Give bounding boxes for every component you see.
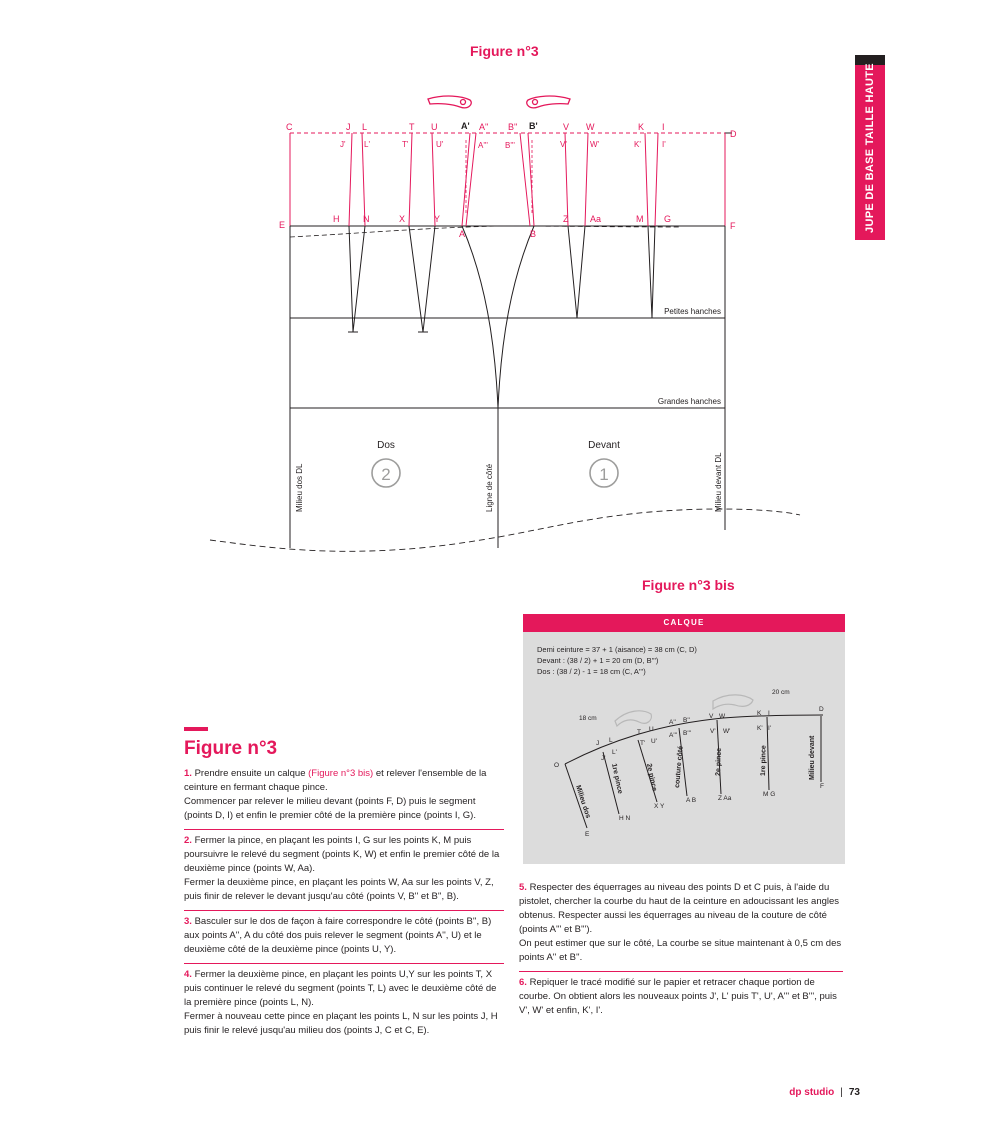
side-tab-text: JUPE DE BASE TAILLE HAUTE bbox=[864, 62, 876, 233]
label-W-prime: W' bbox=[590, 140, 600, 149]
calque-label-HN: H N bbox=[619, 815, 631, 822]
calque-label-K: K bbox=[757, 710, 762, 717]
label-B: B bbox=[530, 229, 537, 239]
calque-label-MG: M G bbox=[763, 791, 776, 798]
calque-vlabel-milieu-dos: Milieu dos bbox=[574, 784, 592, 820]
label-J-prime: J' bbox=[340, 140, 346, 149]
calque-label-W-prime: W' bbox=[723, 728, 731, 735]
text-heading: Figure n°3 bbox=[184, 738, 278, 759]
figure3bis-title: Figure n°3 bis bbox=[642, 577, 735, 593]
calque-vlabel-pince2-devant: 2e pince bbox=[715, 747, 723, 777]
label-A-third: A''' bbox=[478, 141, 488, 150]
calque-vlabel-pince1-dos: 1re pince bbox=[610, 762, 624, 795]
label-I-prime: I' bbox=[662, 140, 666, 149]
label-I: I bbox=[662, 122, 665, 132]
figure3-title: Figure n°3 bbox=[470, 43, 539, 59]
dos-number: 2 bbox=[381, 465, 391, 484]
label-B-third: B''' bbox=[505, 141, 515, 150]
label-K: K bbox=[638, 122, 645, 132]
step-3-number: 3. bbox=[184, 916, 192, 927]
calque-label-K-prime: K' bbox=[757, 725, 763, 732]
label-K-prime: K' bbox=[634, 140, 641, 149]
label-U-prime: U' bbox=[436, 140, 444, 149]
calque-label-B-second: B'' bbox=[683, 717, 690, 724]
label-V-prime: V' bbox=[560, 140, 567, 149]
belt-darts bbox=[349, 133, 658, 226]
skirt-darts bbox=[348, 226, 655, 408]
label-A-prime: A' bbox=[461, 121, 470, 131]
heading-accent-bar bbox=[184, 727, 208, 731]
waist-curve-dashed bbox=[290, 226, 680, 237]
calque-label-J-prime: J' bbox=[601, 755, 606, 762]
label-U: U bbox=[431, 122, 438, 132]
page-number: 73 bbox=[848, 1087, 860, 1098]
calque-label-D: D bbox=[819, 706, 824, 713]
label-J: J bbox=[346, 122, 351, 132]
calque-label-L: L bbox=[609, 737, 613, 744]
step-4-text-b: Fermer à nouveau cette pince en plaçant les points L, N sur les points J, H puis finir le relevé jusqu'au milieu dos (points J, C et C, E). bbox=[184, 1011, 498, 1036]
calque-vlabel-couture-cote: couture côté bbox=[674, 745, 685, 789]
step-1-text-a: Prendre ensuite un calque bbox=[194, 768, 306, 779]
calque-vlabel-pince1-devant: 1re pince bbox=[760, 745, 768, 777]
step-1 bbox=[184, 767, 504, 823]
text-column-right bbox=[519, 881, 843, 1024]
calque-panel bbox=[523, 614, 845, 864]
calque-label-T-prime: T' bbox=[640, 740, 646, 747]
calque-formula-3: Dos : (38 / 2) - 1 = 18 cm (C, A''') bbox=[537, 667, 646, 676]
calque-label-U: U bbox=[649, 726, 654, 733]
calque-label-A-third: A''' bbox=[669, 732, 678, 739]
step-6 bbox=[519, 971, 843, 1018]
label-N: N bbox=[363, 214, 370, 224]
label-T: T bbox=[409, 122, 415, 132]
step-2-text-a: Fermer la pince, en plaçant les points I, G sur les points K, M puis poursuivre le relevé du segment (points K, W) et enfin le premier côté de la deuxième pince (points W, Aa). bbox=[184, 835, 500, 874]
label-G: G bbox=[664, 214, 672, 224]
label-T-prime: T' bbox=[402, 140, 409, 149]
calque-vlabel-pince2-dos: 2e pince bbox=[645, 762, 658, 792]
label-C: C bbox=[286, 122, 293, 132]
step-3 bbox=[184, 910, 504, 957]
calque-label-F: F bbox=[820, 783, 824, 790]
label-H: H bbox=[333, 214, 340, 224]
label-Aa: Aa bbox=[590, 214, 602, 224]
label-L: L bbox=[362, 122, 368, 132]
label-A-second: A'' bbox=[479, 122, 489, 132]
calque-label-O: O bbox=[554, 762, 560, 769]
calque-header: CALQUE bbox=[523, 614, 845, 632]
footer-separator: | bbox=[840, 1087, 843, 1098]
text-column-left bbox=[184, 767, 504, 1044]
label-M: M bbox=[636, 214, 644, 224]
step-2 bbox=[184, 829, 504, 904]
calque-label-L-prime: L' bbox=[612, 749, 617, 756]
milieu-dos-label: Milieu dos DL bbox=[295, 463, 304, 512]
step-4 bbox=[184, 963, 504, 1038]
calque-label-U-prime: U' bbox=[651, 738, 657, 745]
step-2-text-b: Fermer la deuxième pince, en plaçant les points W, Aa sur les points V, Z, puis finir de relever le devant jusqu'au côté (points V, B'' et B'', B). bbox=[184, 877, 494, 902]
step-6-number: 6. bbox=[519, 977, 527, 988]
step-6-text-a: Repiquer le tracé modifié sur le papier et retracer chaque portion de courbe. On obtient alors les nouveaux points J', L' puis T', U', A''' et B''', puis V', W' et enfin, K', I'. bbox=[519, 977, 837, 1016]
calque-vlabel-milieu-devant: Milieu devant bbox=[809, 735, 816, 780]
label-D: D bbox=[730, 129, 737, 139]
devant-number: 1 bbox=[599, 465, 609, 484]
label-X: X bbox=[399, 214, 406, 224]
label-E: E bbox=[279, 220, 286, 230]
calque-label-W: W bbox=[719, 713, 726, 720]
step-1-text-b: et relever l'ensemble de la ceinture en fermant chaque pince. bbox=[184, 768, 487, 793]
calque-label-A-second: A'' bbox=[669, 719, 676, 726]
step-4-text-a: Fermer la deuxième pince, en plaçant les points U,Y sur les points T, X puis continuer le relevé du segment (points T, L) avec le deuxième côté de la première pince (points L, N). bbox=[184, 969, 497, 1008]
step-3-text-a: Basculer sur le dos de façon à faire correspondre le côté (points B'', B) aux points A'', A du côté dos puis relever le segment (points A'', U) et le deuxième côté de la deuxième pince (points U, Y). bbox=[184, 916, 492, 955]
french-curve-right-icon bbox=[527, 96, 570, 108]
step-4-number: 4. bbox=[184, 969, 192, 980]
petites-hanches-label: Petites hanches bbox=[664, 307, 721, 316]
step-5-number: 5. bbox=[519, 882, 527, 893]
calque-formula-2: Devant : (38 / 2) + 1 = 20 cm (D, B''') bbox=[537, 656, 659, 665]
milieu-devant-label: Milieu devant DL bbox=[714, 452, 723, 512]
calque-label-ZAa: Z Aa bbox=[718, 795, 732, 802]
calque-diagram bbox=[523, 614, 845, 864]
calque-label-J: J bbox=[596, 740, 600, 747]
calque-label-V: V bbox=[709, 713, 714, 720]
calque-dim-18: 18 cm bbox=[579, 715, 597, 722]
step-5 bbox=[519, 881, 843, 965]
label-V: V bbox=[563, 122, 570, 132]
ligne-cote-label: Ligne de côté bbox=[485, 463, 494, 512]
label-L-prime: L' bbox=[364, 140, 370, 149]
devant-label: Devant bbox=[588, 440, 620, 451]
cut-line-wavy bbox=[210, 509, 800, 551]
calque-label-V-prime: V' bbox=[710, 728, 716, 735]
label-B-second: B'' bbox=[508, 122, 518, 132]
label-W: W bbox=[586, 122, 595, 132]
step-1-number: 1. bbox=[184, 768, 192, 779]
calque-formula-1: Demi ceinture = 37 + 1 (aisance) = 38 cm (C, D) bbox=[537, 645, 697, 654]
label-Z: Z bbox=[563, 214, 569, 224]
label-Y: Y bbox=[434, 214, 441, 224]
label-B-prime: B' bbox=[529, 121, 538, 131]
calque-label-T: T bbox=[637, 729, 641, 736]
calque-label-XY: X Y bbox=[654, 803, 665, 810]
step-2-number: 2. bbox=[184, 835, 192, 846]
grandes-hanches-label: Grandes hanches bbox=[657, 397, 721, 406]
footer-brand: dp studio bbox=[789, 1087, 835, 1098]
calque-label-AB: A B bbox=[686, 797, 697, 804]
step-1-figure-link[interactable]: (Figure n°3 bis) bbox=[308, 768, 374, 779]
label-A: A bbox=[459, 229, 466, 239]
french-curve-left-icon bbox=[428, 96, 471, 108]
calque-label-I: I bbox=[768, 710, 770, 717]
step-5-text-a: Respecter des équerrages au niveau des points D et C puis, à l'aide du pistolet, chercher la courbe du haut de la ceinture en adoucissant les angles obtenus. Respecter aussi les équerrages au niveau de la couture de côté (points A''' et B'''). bbox=[519, 882, 840, 935]
step-1-text-c: Commencer par relever le milieu devant (points F, D) puis le segment (points D, I) et enfin le premier côté de la première pince (points I, G). bbox=[184, 796, 476, 821]
calque-dim-20: 20 cm bbox=[772, 689, 790, 696]
calque-label-I-prime: I' bbox=[768, 725, 772, 732]
step-5-text-b: On peut estimer que sur le côté, La courbe se situe maintenant à 0,5 cm des points A'' et B''. bbox=[519, 938, 842, 963]
calque-verticals bbox=[565, 716, 821, 828]
calque-label-B-third: B''' bbox=[683, 730, 692, 737]
dos-label: Dos bbox=[377, 440, 395, 451]
page-footer bbox=[789, 1087, 860, 1098]
label-F: F bbox=[730, 221, 736, 231]
calque-label-E: E bbox=[585, 831, 590, 838]
